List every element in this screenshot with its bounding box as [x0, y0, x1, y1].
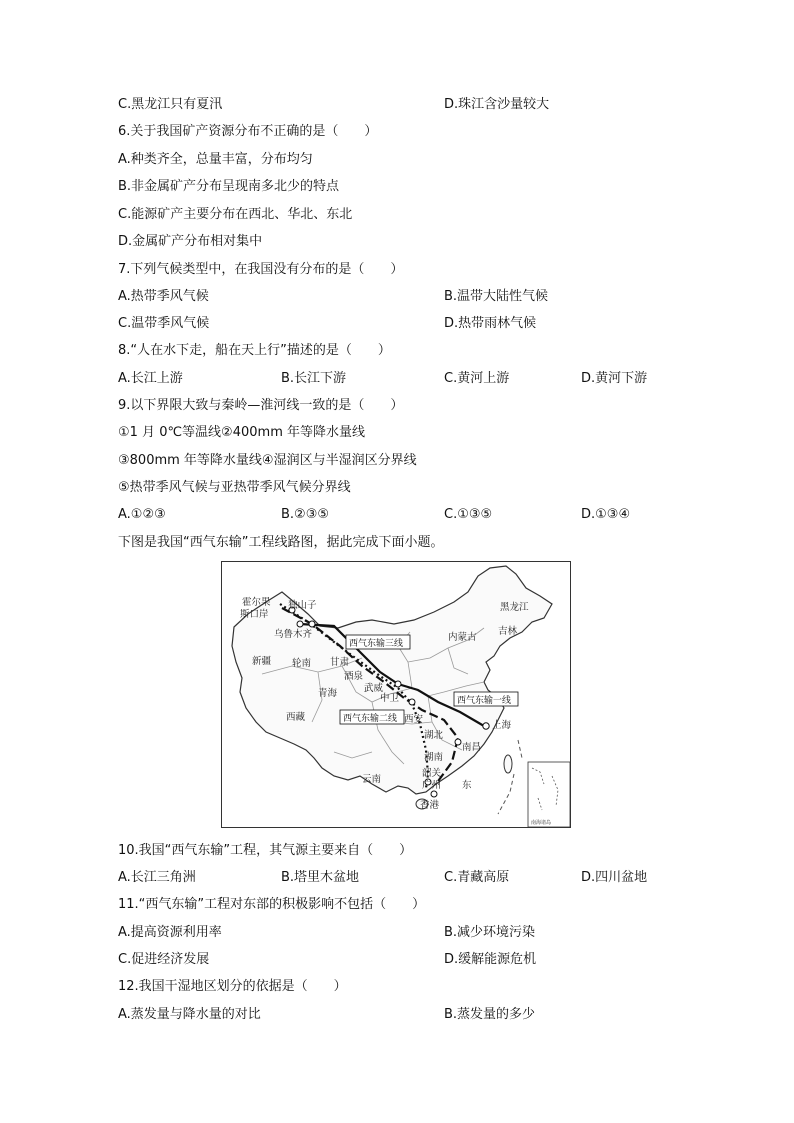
taiwan-island: [504, 755, 512, 773]
south-china-sea-inset: [528, 762, 570, 827]
q7-option-a: A.热带季风气候: [118, 289, 209, 304]
q5-option-c: C.黑龙江只有夏汛: [118, 97, 223, 112]
city-wulumuqi: [309, 621, 315, 627]
q11-option-c: C.促进经济发展: [118, 952, 210, 967]
city-xianggang: [431, 791, 437, 797]
q9-item-3: ⑤热带季风气候与亚热带季风气候分界线: [118, 480, 351, 495]
q12-option-b: B.蒸发量的多少: [444, 1007, 536, 1022]
label-dushanzi: 独山子: [288, 600, 317, 611]
q11-stem: 11.“西气东输”工程对东部的积极影响不包括（ ）: [118, 897, 426, 912]
q6-option-d: D.金属矿产分布相对集中: [118, 234, 263, 249]
label-wuwei: 武威: [364, 683, 384, 694]
q8-option-d: D.黄河下游: [581, 371, 648, 386]
label-qinghai: 青海: [318, 688, 338, 699]
label-huoerguo: 霍尔果: [242, 597, 271, 608]
city-shanghai: [483, 723, 489, 729]
q7-option-b: B.温带大陆性气候: [444, 289, 549, 304]
q7-option-d: D.热带雨林气候: [444, 316, 537, 331]
label-xian: 西安: [404, 714, 424, 725]
q8-option-a: A.长江上游: [118, 371, 183, 386]
q6-option-a: A.种类齐全，总量丰富，分布均匀: [118, 152, 313, 167]
label-xizang: 西藏: [286, 712, 306, 723]
label-box-line1: [454, 692, 518, 706]
q6-option-c: C.能源矿产主要分布在西北、华北、东北: [118, 207, 353, 222]
q7-stem: 7.下列气候类型中，在我国没有分布的是（ ）: [118, 262, 404, 277]
q9-option-b: B.②③⑤: [281, 507, 330, 522]
q10-option-b: B.塔里木盆地: [281, 870, 360, 885]
label-hunan: 湖南: [424, 752, 444, 763]
q10-option-c: C.青藏高原: [444, 870, 510, 885]
map-svg: [222, 562, 570, 827]
q9-stem: 9.以下界限大致与秦岭—淮河线一致的是（ ）: [118, 398, 404, 413]
q6-stem: 6.关于我国矿产资源分布不正确的是（ ）: [118, 124, 378, 139]
q6-option-b: B.非金属矿产分布呈现南多北少的特点: [118, 179, 340, 194]
label-guangdong: 东: [462, 780, 472, 791]
q10-option-a: A.长江三角洲: [118, 870, 196, 885]
q9-option-c: C.①③⑤: [444, 507, 493, 522]
q10-stem: 10.我国“西气东输”工程，其气源主要来自（ ）: [118, 843, 413, 858]
q8-option-c: C.黄河上游: [444, 371, 510, 386]
label-guangzhou: 广州: [422, 780, 442, 791]
city-lunnan: [297, 621, 303, 627]
q12-option-a: A.蒸发量与降水量的对比: [118, 1007, 261, 1022]
label-wulumuqi: 乌鲁木齐: [274, 629, 313, 640]
label-xinjiang: 新疆: [252, 656, 272, 667]
city-zhongwei: [395, 681, 401, 687]
q10-option-d: D.四川盆地: [581, 870, 648, 885]
inset-label: 南海诸岛: [531, 820, 552, 826]
west-east-gas-pipeline-map: [221, 561, 571, 828]
label-sikouan: 斯口岸: [240, 609, 269, 620]
label-jilin: 吉林: [498, 626, 518, 637]
label-jiuquan: 酒泉: [344, 671, 364, 682]
q8-option-b: B.长江下游: [281, 371, 347, 386]
city-nanchang: [455, 739, 461, 745]
label-xianggang: 香港: [420, 800, 440, 811]
label-neimenggu: 内蒙古: [448, 632, 477, 643]
map-intro-text: 下图是我国“西气东输”工程线路图，据此完成下面小题。: [118, 535, 444, 550]
q8-stem: 8.“人在水下走，船在天上行”描述的是（ ）: [118, 343, 391, 358]
line3-label: 西气东输三线: [349, 639, 404, 649]
maritime-boundary: [498, 740, 522, 814]
label-hubei: 湖北: [424, 730, 444, 741]
q11-option-a: A.提高资源利用率: [118, 925, 222, 940]
label-yunnan: 云南: [362, 774, 382, 785]
q9-item-1: ①1 月 0℃等温线②400mm 年等降水量线: [118, 425, 365, 440]
label-box-line3: [346, 635, 410, 649]
q9-item-2: ③800mm 年等降水量线④湿润区与半湿润区分界线: [118, 453, 417, 468]
label-zhongwei: 中卫: [380, 693, 400, 704]
label-lunnan: 轮南: [292, 658, 312, 669]
label-shaoguan: 韶关: [422, 768, 442, 779]
label-shanghai: 上海: [492, 720, 512, 731]
q12-stem: 12.我国干湿地区划分的依据是（ ）: [118, 979, 347, 994]
q9-option-d: D.①③④: [581, 507, 631, 522]
q11-option-b: B.减少环境污染: [444, 925, 536, 940]
q11-option-d: D.缓解能源危机: [444, 952, 537, 967]
line1-label: 西气东输一线: [457, 696, 512, 706]
label-gansu: 甘肃: [330, 657, 350, 668]
line2-label: 西气东输二线: [343, 714, 398, 724]
q9-option-a: A.①②③: [118, 507, 166, 522]
city-xian: [409, 699, 415, 705]
q7-option-c: C.温带季风气候: [118, 316, 210, 331]
label-heilongjiang: 黑龙江: [500, 602, 529, 613]
q5-option-d: D.珠江含沙量较大: [444, 97, 550, 112]
label-box-line2: [340, 710, 404, 724]
label-nanchang: 南昌: [462, 742, 482, 753]
